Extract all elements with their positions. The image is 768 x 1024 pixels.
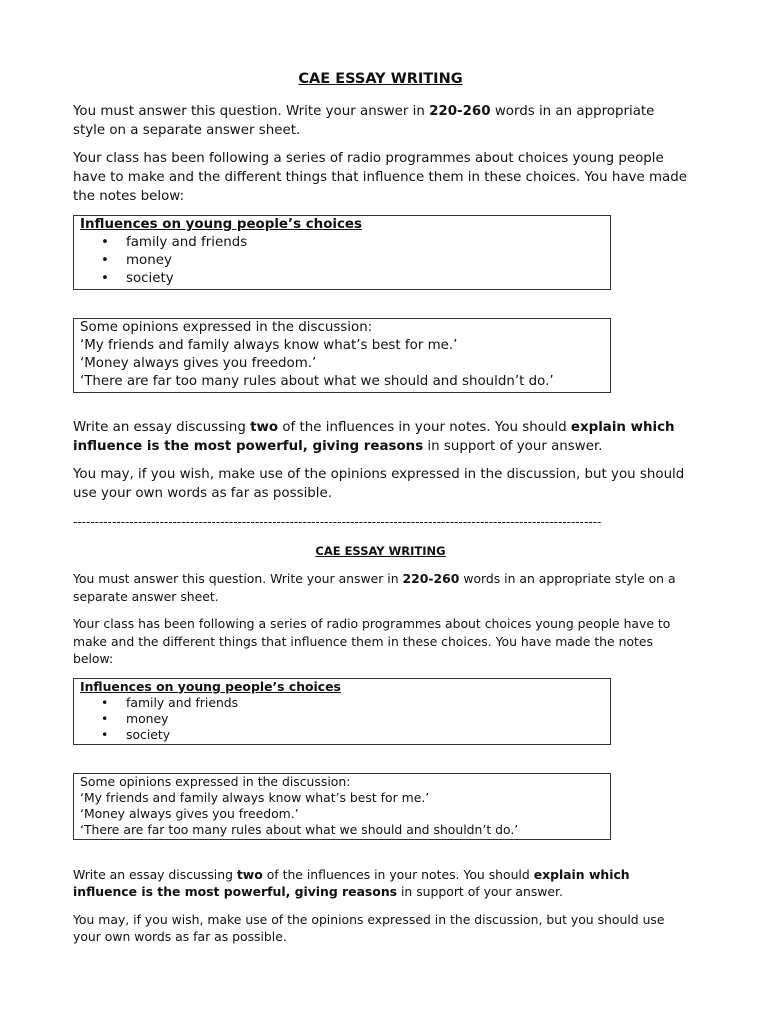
notes-heading: Influences on young people’s choices (80, 678, 341, 694)
opinion-line: ‘There are far too many rules about what we should and shouldn’t do.’ (80, 374, 554, 389)
word-count: 220-260 (429, 104, 491, 119)
task-paragraph: Write an essay discussing two of the influences in your notes. You should explain which influence is the most powerful, giving reasons in support of your answer. (73, 420, 675, 454)
list-item: • money (80, 252, 610, 270)
notes-heading: Influences on young people’s choices (80, 217, 362, 232)
section-title: CAE ESSAY WRITING (315, 544, 446, 558)
task-paragraph: Write an essay discussing two of the influences in your notes. You should explain which influence is the most powerful, giving reasons in support of your answer. (73, 866, 630, 899)
intro-paragraph: You must answer this question. Write your answer in 220-260 words in an appropriate style on a separate answer sheet. (73, 104, 655, 138)
intro-paragraph: You must answer this question. Write your answer in 220-260 words in an appropriate style on a separate answer sheet. (73, 571, 676, 604)
notes-box (73, 678, 611, 745)
list-item: • society (80, 270, 610, 288)
opinion-line: ‘Money always gives you freedom.’ (80, 805, 299, 821)
opinions-box (73, 318, 611, 393)
word-count: 220-260 (402, 571, 460, 586)
closing-paragraph: You may, if you wish, make use of the opinions expressed in the discussion, but you should use your own words as far as possible. (73, 911, 665, 944)
context-paragraph: Your class has been following a series of radio programmes about choices young people have to make and the different things that influence them in these choices. You have made the notes below: (73, 616, 671, 666)
section-title: CAE ESSAY WRITING (298, 71, 463, 87)
list-item: • money (80, 711, 610, 727)
opinions-box (73, 773, 611, 840)
opinion-line: ‘My friends and family always know what’s best for me.’ (80, 338, 458, 353)
closing-paragraph: You may, if you wish, make use of the opinions expressed in the discussion, but you should use your own words as far as possible. (73, 467, 685, 501)
list-item: • family and friends (80, 695, 610, 711)
opinion-line: ‘Money always gives you freedom.’ (80, 356, 317, 371)
opinion-line: ‘There are far too many rules about what we should and shouldn’t do.’ (80, 821, 519, 837)
divider: -------------------------------------------------------------------------------------------------------------------------- (73, 515, 602, 529)
notes-list (80, 695, 610, 743)
list-item: • society (80, 727, 610, 743)
opinion-line: ‘My friends and family always know what’s best for me.’ (80, 789, 430, 805)
list-item: • family and friends (80, 234, 610, 252)
context-paragraph: Your class has been following a series of radio programmes about choices young people have to make and the different things that influence them in these choices. You have made the notes below: (73, 151, 687, 204)
notes-list (80, 234, 610, 288)
essay-section-1 (73, 69, 688, 512)
opinions-heading: Some opinions expressed in the discussion: (80, 320, 373, 335)
notes-box (73, 215, 611, 290)
opinions-heading: Some opinions expressed in the discussion: (80, 773, 351, 789)
essay-section-2 (73, 543, 688, 956)
